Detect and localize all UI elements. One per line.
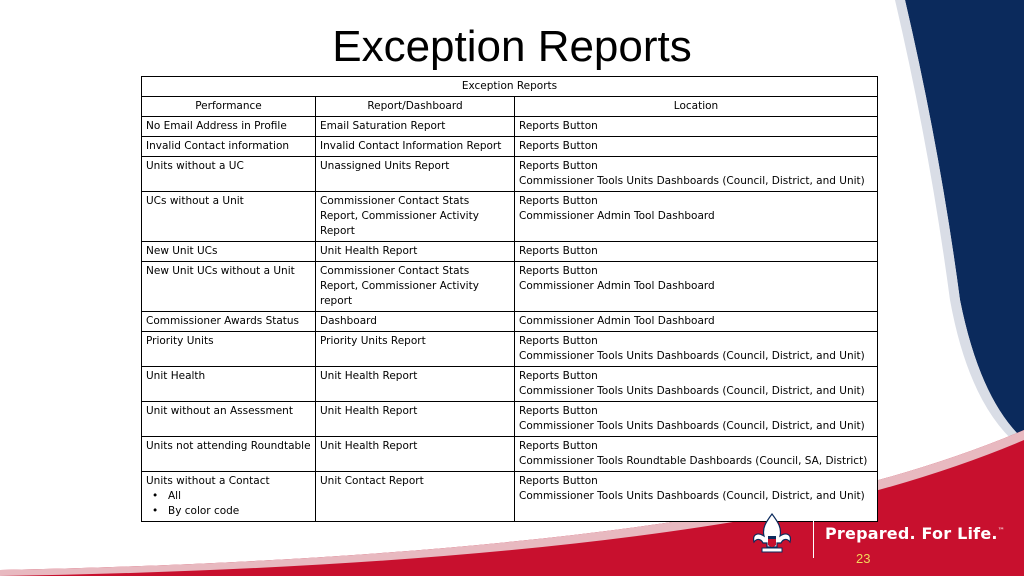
location-line: Reports Button [519, 475, 598, 487]
cell-location [515, 117, 878, 137]
performance-text: Priority Units [146, 335, 214, 347]
location-line: Reports Button [519, 120, 598, 132]
cell-report: Priority Units Report [316, 332, 515, 367]
cell-performance [142, 402, 316, 437]
location-line: Reports Button [519, 405, 598, 417]
table-row [142, 262, 878, 312]
performance-text: Invalid Contact information [146, 140, 290, 152]
cell-report: Unassigned Units Report [316, 157, 515, 192]
cell-performance [142, 157, 316, 192]
cell-report: Unit Contact Report [316, 472, 515, 522]
location-line: Commissioner Admin Tool Dashboard [519, 280, 715, 292]
location-line: Commissioner Tools Roundtable Dashboards (Council, SA, District) [519, 455, 868, 467]
cell-report: Dashboard [316, 312, 515, 332]
cell-location [515, 367, 878, 402]
table-row [142, 437, 878, 472]
performance-text: Unit Health [146, 370, 206, 382]
cell-performance [142, 117, 316, 137]
cell-report: Unit Health Report [316, 367, 515, 402]
location-line: Reports Button [519, 160, 598, 172]
column-header-report: Report/Dashboard [316, 97, 515, 117]
cell-report: Commissioner Contact Stats Report, Commissioner Activity Report [316, 192, 515, 242]
location-line: Reports Button [519, 140, 598, 152]
page-number: 23 [856, 551, 871, 566]
table-row [142, 242, 878, 262]
location-line: Reports Button [519, 440, 598, 452]
location-line: Commissioner Admin Tool Dashboard [519, 210, 715, 222]
cell-performance [142, 332, 316, 367]
table-header-row [142, 97, 878, 117]
cell-report: Invalid Contact Information Report [316, 137, 515, 157]
location-line: Commissioner Tools Units Dashboards (Council, District, and Unit) [519, 420, 865, 432]
location-line: Commissioner Tools Units Dashboards (Council, District, and Unit) [519, 175, 865, 187]
performance-text: Units without a Contact [146, 475, 270, 487]
cell-location [515, 192, 878, 242]
location-line: Commissioner Tools Units Dashboards (Council, District, and Unit) [519, 490, 865, 502]
cell-location [515, 437, 878, 472]
table-row [142, 137, 878, 157]
cell-report: Email Saturation Report [316, 117, 515, 137]
cell-performance [142, 437, 316, 472]
table-row [142, 402, 878, 437]
location-line: Commissioner Tools Units Dashboards (Council, District, and Unit) [519, 385, 865, 397]
table-row [142, 117, 878, 137]
cell-location [515, 402, 878, 437]
column-header-performance: Performance [142, 97, 316, 117]
location-line: Reports Button [519, 335, 598, 347]
table-caption-row [142, 77, 878, 97]
performance-sub-list [146, 489, 311, 519]
cell-report: Unit Health Report [316, 402, 515, 437]
performance-text: Units not attending Roundtable [146, 440, 311, 452]
performance-text: Commissioner Awards Status [146, 315, 300, 327]
cell-performance [142, 312, 316, 332]
performance-text: New Unit UCs [146, 245, 218, 257]
cell-location [515, 137, 878, 157]
cell-location [515, 332, 878, 367]
table-caption: Exception Reports [142, 77, 878, 97]
cell-location [515, 157, 878, 192]
location-line: Reports Button [519, 370, 598, 382]
exception-reports-table [141, 76, 878, 522]
table-row [142, 332, 878, 367]
cell-performance [142, 192, 316, 242]
slide-title: Exception Reports [332, 22, 692, 71]
column-header-location: Location [515, 97, 878, 117]
cell-performance [142, 242, 316, 262]
performance-text: New Unit UCs without a Unit [146, 265, 295, 277]
cell-location [515, 472, 878, 522]
cell-performance [142, 137, 316, 157]
bsa-fleur-de-lis-logo [748, 512, 796, 560]
cell-report: Commissioner Contact Stats Report, Commissioner Activity report [316, 262, 515, 312]
performance-text: No Email Address in Profile [146, 120, 287, 132]
table-row [142, 192, 878, 242]
cell-report: Unit Health Report [316, 242, 515, 262]
cell-location [515, 242, 878, 262]
location-line: Commissioner Admin Tool Dashboard [519, 315, 715, 327]
location-line: Commissioner Tools Units Dashboards (Council, District, and Unit) [519, 350, 865, 362]
location-line: Reports Button [519, 265, 598, 277]
table-row [142, 367, 878, 402]
cell-report: Unit Health Report [316, 437, 515, 472]
table-row [142, 157, 878, 192]
footer-divider [813, 510, 814, 558]
cell-performance [142, 367, 316, 402]
cell-location [515, 262, 878, 312]
brand-tagline: Prepared. For Life.™ [825, 524, 1005, 543]
location-line: Reports Button [519, 195, 598, 207]
performance-text: Unit without an Assessment [146, 405, 293, 417]
cell-performance [142, 262, 316, 312]
performance-text: UCs without a Unit [146, 195, 244, 207]
location-line: Reports Button [519, 245, 598, 257]
cell-performance [142, 472, 316, 522]
cell-location [515, 312, 878, 332]
performance-text: Units without a UC [146, 160, 244, 172]
table-row [142, 312, 878, 332]
list-item: • By color code [168, 504, 311, 519]
list-item: • All [168, 489, 311, 504]
